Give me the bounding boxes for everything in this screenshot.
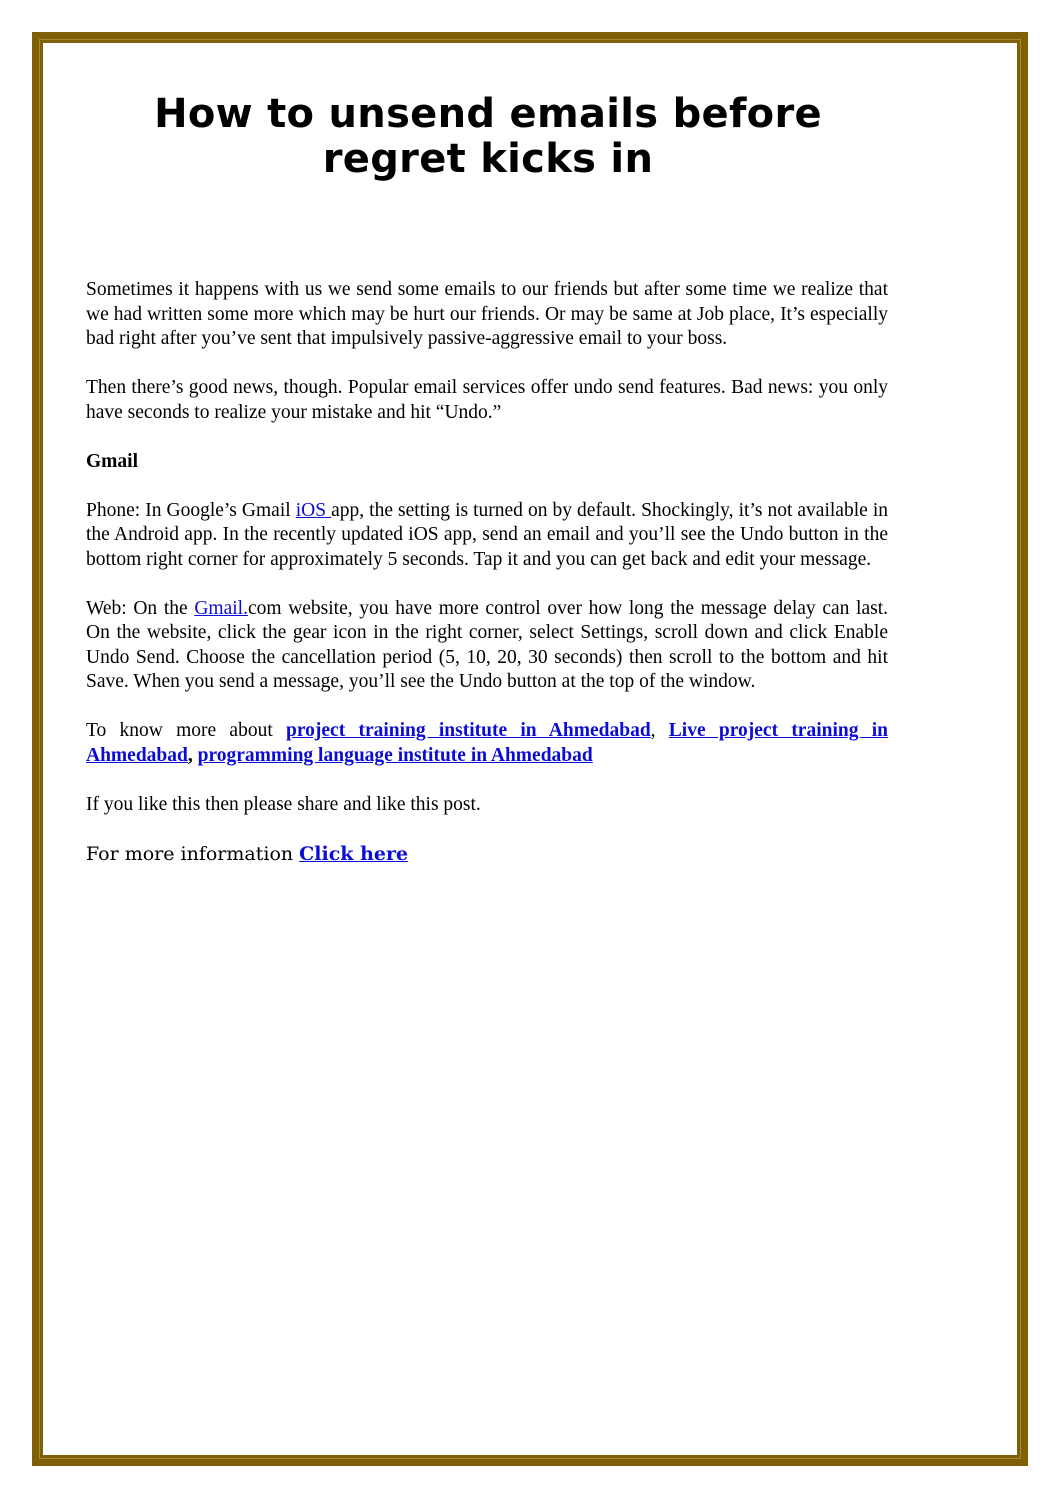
intro-paragraph: Sometimes it happens with us we send some emails to our friends but after some time we realize that we had written some more which may be hurt our friends. Or may be same at Job place, It’s especially bad right after you’ve sent that impulsively passive-aggressive email to your boss. xyxy=(86,279,888,349)
know-more-prefix: To know more about xyxy=(86,720,287,741)
phone-text-after: app, the setting is turned on by default. Shockingly, it’s not available in the Android app. In the recently updated iOS app, send an email and you’ll see the Undo button in the bottom right corner for approximately 5 seconds. Tap it and you can get back and edit your message. xyxy=(86,499,888,570)
document-title: How to unsend emails before regret kicks in xyxy=(154,91,822,182)
document-body xyxy=(86,278,888,891)
news-paragraph: Then there’s good news, though. Popular email services offer undo send features. Bad news: you only have seconds to realize your mistake and hit “Undo.” xyxy=(86,377,888,423)
programming-language-link[interactable]: programming language institute in Ahmedabad xyxy=(197,744,593,766)
phone-text-before: Phone: In Google’s Gmail xyxy=(86,499,296,521)
more-info-paragraph xyxy=(86,842,888,867)
live-project-training-link[interactable]: Live project training in Ahmedabad xyxy=(86,720,888,766)
ios-link[interactable]: iOS xyxy=(295,499,332,521)
gmail-heading: Gmail xyxy=(86,450,138,472)
web-text-before: Web: On the xyxy=(86,597,195,619)
web-paragraph xyxy=(86,597,888,695)
share-paragraph: If you like this then please share and like this post. xyxy=(86,793,481,815)
more-info-prefix: For more information xyxy=(86,842,300,865)
know-more-separator-2: , xyxy=(187,744,198,766)
web-text-after: com website, you have more control over how long the message delay can last. On the website, click the gear icon in the right corner, select Settings, scroll down and click Enable Undo Send. Choose the cancellation period (5, 10, 20, 30 seconds) then scroll to the bottom and hit Save. When you send a message, you’ll see the Undo button at the top of the window. xyxy=(86,597,888,692)
know-more-separator-1: , xyxy=(650,720,669,741)
project-training-link[interactable]: project training institute in Ahmedabad xyxy=(286,720,651,741)
click-here-link[interactable]: Click here xyxy=(299,842,409,865)
phone-paragraph xyxy=(86,499,888,573)
gmail-link[interactable]: Gmail. xyxy=(194,597,248,619)
know-more-paragraph xyxy=(86,719,888,768)
